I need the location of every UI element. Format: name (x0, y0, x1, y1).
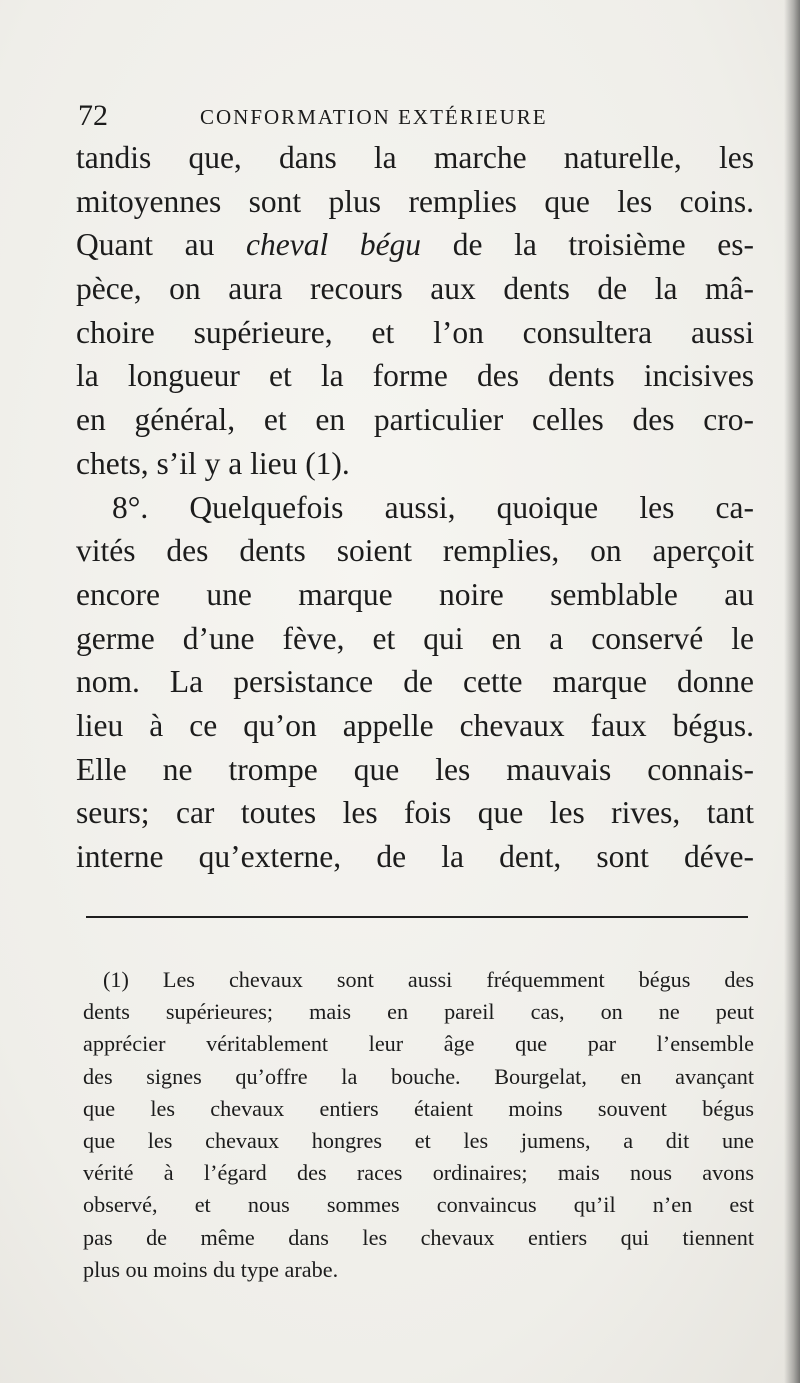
footnote-line: que les chevaux entiers étaient moins souvent bégus (83, 1095, 754, 1121)
footnote-line: vérité à l’égard des races ordinaires; mais nous avons (83, 1160, 754, 1186)
page-header (78, 98, 758, 134)
footnote-rule (86, 916, 748, 918)
text-line: germe d’une fève, et qui en a conservé le (76, 620, 754, 656)
text-line: en général, et en particulier celles des cro- (76, 402, 754, 438)
page-number: 72 (78, 99, 108, 132)
text-line: la longueur et la forme des dents incisives (76, 358, 754, 394)
footnote-line: observé, et nous sommes convaincus qu’il n’en est (83, 1192, 754, 1218)
text-line: pèce, on aura recours aux dents de la mâ- (76, 271, 754, 307)
footnote-line: (1) Les chevaux sont aussi fréquemment bégus des (103, 967, 754, 992)
text-line: tandis que, dans la marche naturelle, les (76, 140, 754, 175)
text-line: vités des dents soient remplies, on aperçoit (76, 533, 754, 569)
text-line: lieu à ce qu’on appelle chevaux faux bégus. (76, 707, 754, 743)
running-title: CONFORMATION EXTÉRIEURE (200, 105, 548, 129)
text-line: Quant au cheval bégu de la troisième es- (76, 227, 755, 263)
text-line: chets, s’il y a lieu (1). (76, 445, 350, 481)
text-line: encore une marque noire semblable au (76, 576, 754, 612)
text-line: mitoyennes sont plus remplies que les coins. (76, 183, 754, 219)
footnote-line: que les chevaux hongres et les jumens, a dit une (83, 1127, 754, 1153)
main-text (76, 136, 754, 879)
text-line: choire supérieure, et l’on consultera aussi (76, 314, 754, 350)
italic-term: cheval bégu (246, 227, 422, 263)
footnote-line: pas de même dans les chevaux entiers qui tiennent (83, 1224, 754, 1250)
text-line: nom. La persistance de cette marque donne (76, 664, 754, 700)
text-line: 8°. Quelquefois aussi, quoique les ca- (112, 489, 754, 525)
footnote-line: plus ou moins du type arabe. (83, 1256, 339, 1282)
footnote-line: dents supérieures; mais en pareil cas, on ne peut (83, 999, 754, 1025)
text-line: seurs; car toutes les fois que les rives, tant (76, 795, 754, 831)
page-edge-shadow (784, 0, 800, 1383)
text-line: interne qu’externe, de la dent, sont déve- (76, 839, 754, 874)
text-line: Elle ne trompe que les mauvais connais- (76, 751, 754, 787)
footnote-line: des signes qu’offre la bouche. Bourgelat, en avançant (83, 1063, 754, 1089)
footnote-line: apprécier véritablement leur âge que par l’ensemble (83, 1031, 754, 1057)
footnote (83, 964, 754, 1286)
